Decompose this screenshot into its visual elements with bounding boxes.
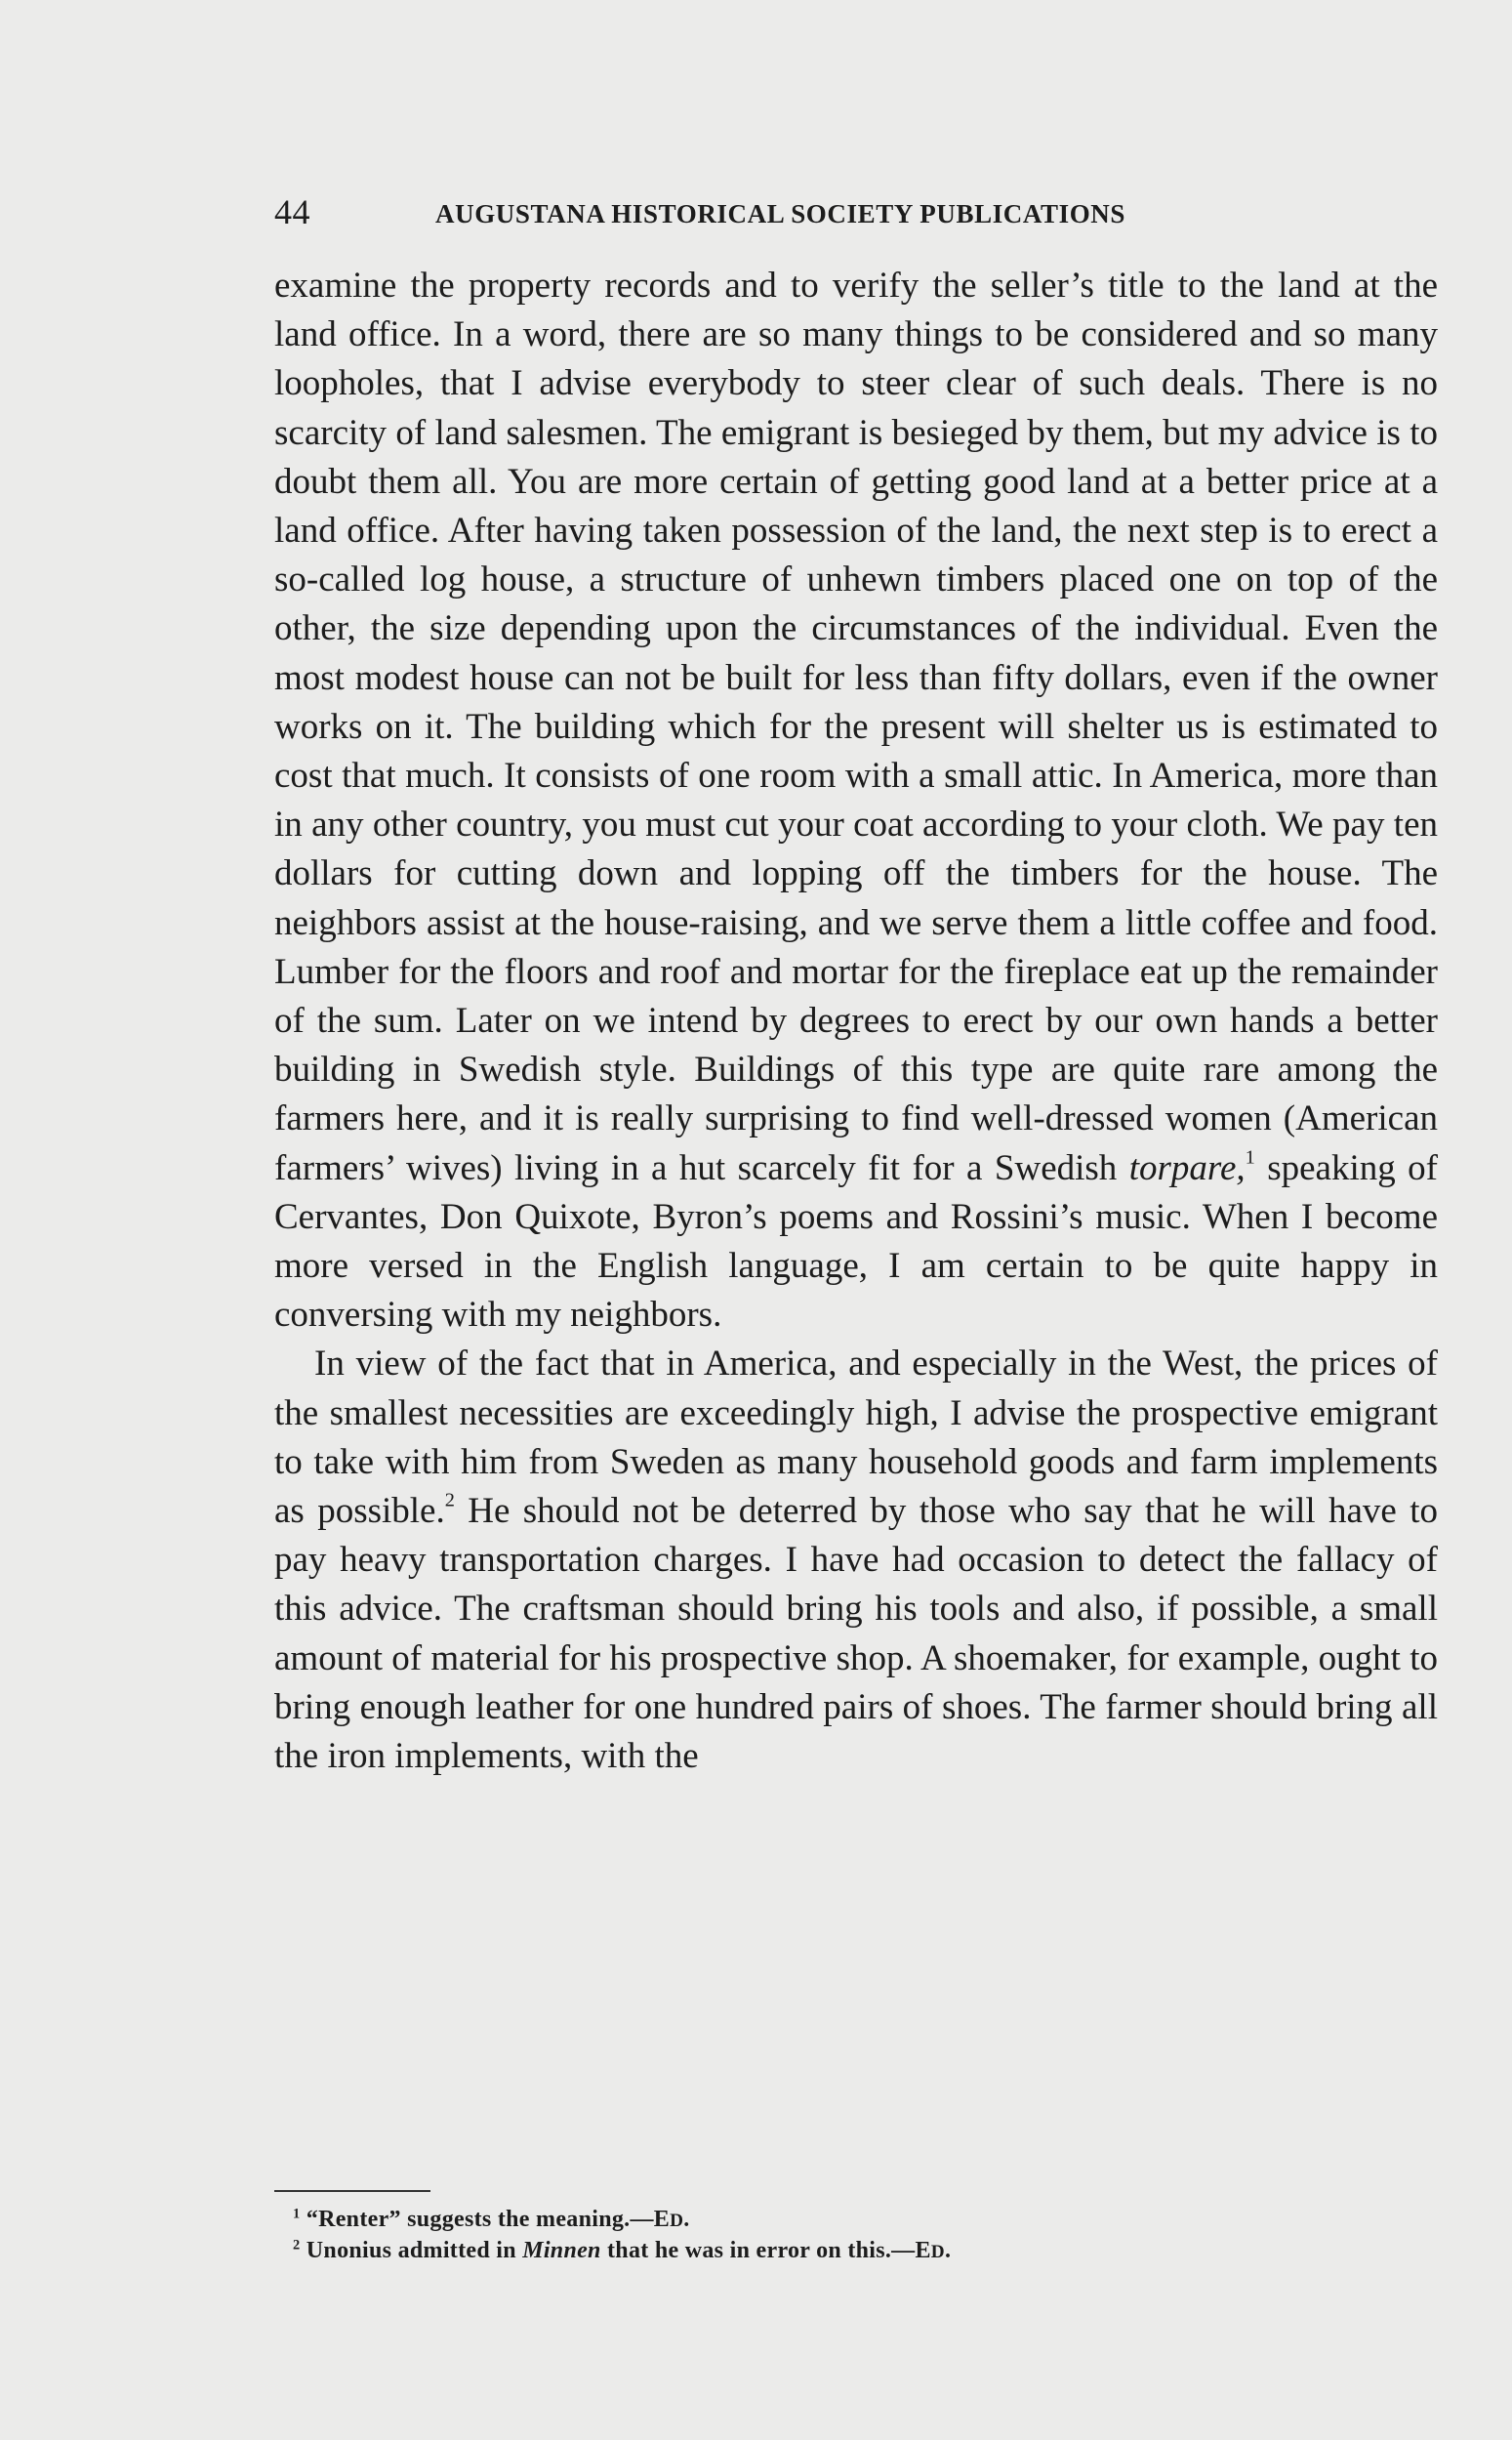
- page-number: 44: [274, 192, 310, 231]
- footnote-2-text-cont: that he was in error on this.—E: [600, 2238, 931, 2263]
- paragraph-2-text: In view of the fact that in America, and especially in the West, the prices of the smallest necessities are exceedingly high, I advise the prospective emigrant to take with him from Sweden as many household goods and farm implements as possible.: [274, 1344, 1438, 1532]
- footnote-2-text: Unonius admitted in: [300, 2238, 523, 2263]
- footnote-ref-2: 2: [444, 1489, 455, 1511]
- footnote-1-end: .: [683, 2207, 690, 2232]
- footnote-2-end: .: [944, 2238, 952, 2263]
- running-head: AUGUSTANA HISTORICAL SOCIETY PUBLICATIONS: [435, 199, 1126, 228]
- paragraph-1-text-cont: speaking of Cervantes, Don Quixote, Byron’s poems and Rossini’s music. When I become more versed in the English language, I am certain to be quite happy in conversing with my neighbors.: [274, 1147, 1438, 1336]
- footnote-2-marker: 2: [293, 2237, 301, 2254]
- footnote-2-ed-tail: D: [930, 2242, 945, 2262]
- italic-term-torpare: torpare,: [1128, 1147, 1246, 1188]
- footnote-1-ed-tail: D: [670, 2211, 684, 2231]
- page-header: [274, 191, 1282, 240]
- footnote-1: [293, 2205, 951, 2236]
- footnote-2-italic-title: Minnen: [522, 2238, 601, 2263]
- footnote-2: [293, 2236, 951, 2267]
- paragraph-2-text-cont: He should not be deterred by those who say that he will have to pay heavy transportation charges. I have had occasion to detect the fallacy of this advice. The craftsman should bring his tools and also, if possible, a small amount of material for his prospective shop. A shoemaker, for example, ought to bring enough leather for one hundred pairs of shoes. The farmer should bring all the iron implements, with the: [274, 1491, 1438, 1777]
- footnote-divider: [274, 2190, 430, 2192]
- footnotes: [293, 2205, 951, 2267]
- paragraph-1-text: examine the property records and to verify the seller’s title to the land at the land office. In a word, there are so many things to be considered and so many loopholes, that I advise everybody to steer clear of such deals. There is no scarcity of land salesmen. The emigrant is besieged by them, but my advice is to doubt them all. You are more certain of getting good land at a better price at a land office. After having taken possession of the land, the next step is to erect a so-called log house, a structure of unhewn timbers placed one on top of the other, the size depending upon the circumstances of the individual. Even the most modest house can not be built for less than fifty dollars, even if the owner works on it. The building which for the present will shelter us is estimated to cost that much. It consists of one room with a small attic. In America, more than in any other country, you must cut your coat according to your cloth. We pay ten dollars for cutting down and lopping off the timbers for the house. The neighbors assist at the house-raising, and we serve them a little coffee and food. Lumber for the floors and roof and mortar for the fireplace eat up the remainder of the sum. Later on we intend by degrees to erect by our own hands a better building in Swedish style. Buildings of this type are quite rare among the farmers here, and it is really surprising to find well-dressed women (American farmers’ wives) living in a hut scarcely fit for a Swedish: [274, 266, 1438, 1188]
- paragraph-2: [274, 1340, 1438, 1781]
- paragraph-1: [274, 262, 1438, 1340]
- body-text: [274, 262, 1438, 1781]
- footnote-1-text: “Renter” suggests the meaning.—E: [300, 2207, 671, 2232]
- footnote-1-marker: 1: [293, 2206, 301, 2222]
- footnote-ref-1: 1: [1245, 1146, 1255, 1169]
